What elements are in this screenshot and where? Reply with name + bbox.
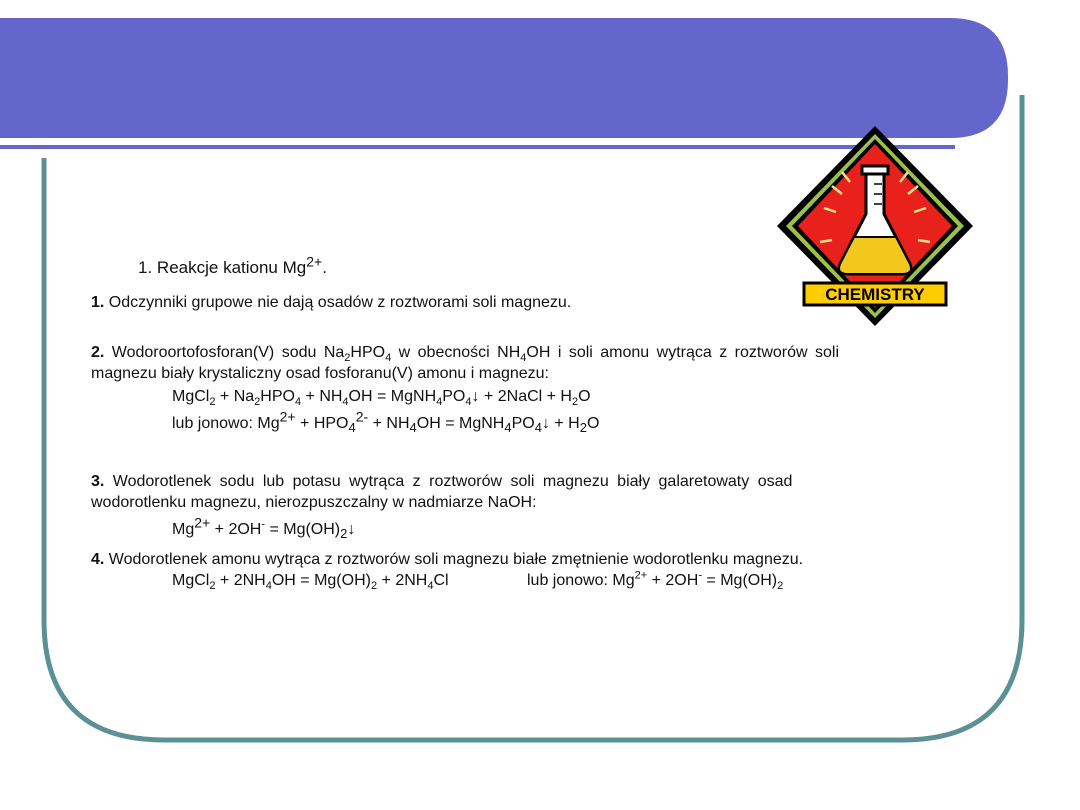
paragraph-2-line-2: magnezu biały krystaliczny osad fosforanu(V) amonu i magnezu: (91, 365, 549, 382)
section-heading: 1. Reakcje kationu $Mg^{2+}$. (138, 253, 327, 277)
paragraph-3-line-1: 3. Wodorotlenek sodu lub potasu wytrąca z roztworów soli magnezu biały galaretowaty osad (91, 473, 793, 490)
equation-3: $Mg2+ + 2OH^- = Mg(OH)_2↓$ (172, 514, 356, 542)
paragraph-4-line-1: 4. Wodorotlenek amonu wytrąca z roztworów soli magnezu białe zmętnienie wodorotlenku magnezu. (91, 551, 804, 568)
equation-4a: MgCl$_2$ + $2NH_4OH = Mg(OH)_2 + 2NH_4Cl$ (172, 572, 449, 593)
equation-4b: lub jonowo: $Mg^{2+} + 2OH^- = Mg(OH)_2$ (527, 569, 784, 593)
equation-2b: lub jonowo: $Mg2+ + HPO_42- + NH_4OH$ = $MgNH_4PO_4↓ + H_2O$ (172, 408, 600, 436)
paragraph-2-line-1: 2. Wodoroortofosforan(V) sodu $Na_2HPO_4$ w obecności $NH_4OH$ i soli amonu wytrąca z roztworów soli (91, 344, 840, 365)
paragraph-1: 1. Odczynniki grupowe nie dają osadów z roztworami soli magnezu. (91, 294, 572, 311)
badge-label: CHEMISTRY (825, 285, 925, 304)
equation-2a: MgCl$_2$ + $Na_2HPO_4 + NH_4OH$ = $MgNH_4PO_4↓$ + 2NaCl + $H_2O$ (172, 388, 591, 409)
paragraph-3-line-2: wodorotlenku magnezu, nierozpuszczalny w nadmiarze NaOH: (91, 494, 537, 511)
